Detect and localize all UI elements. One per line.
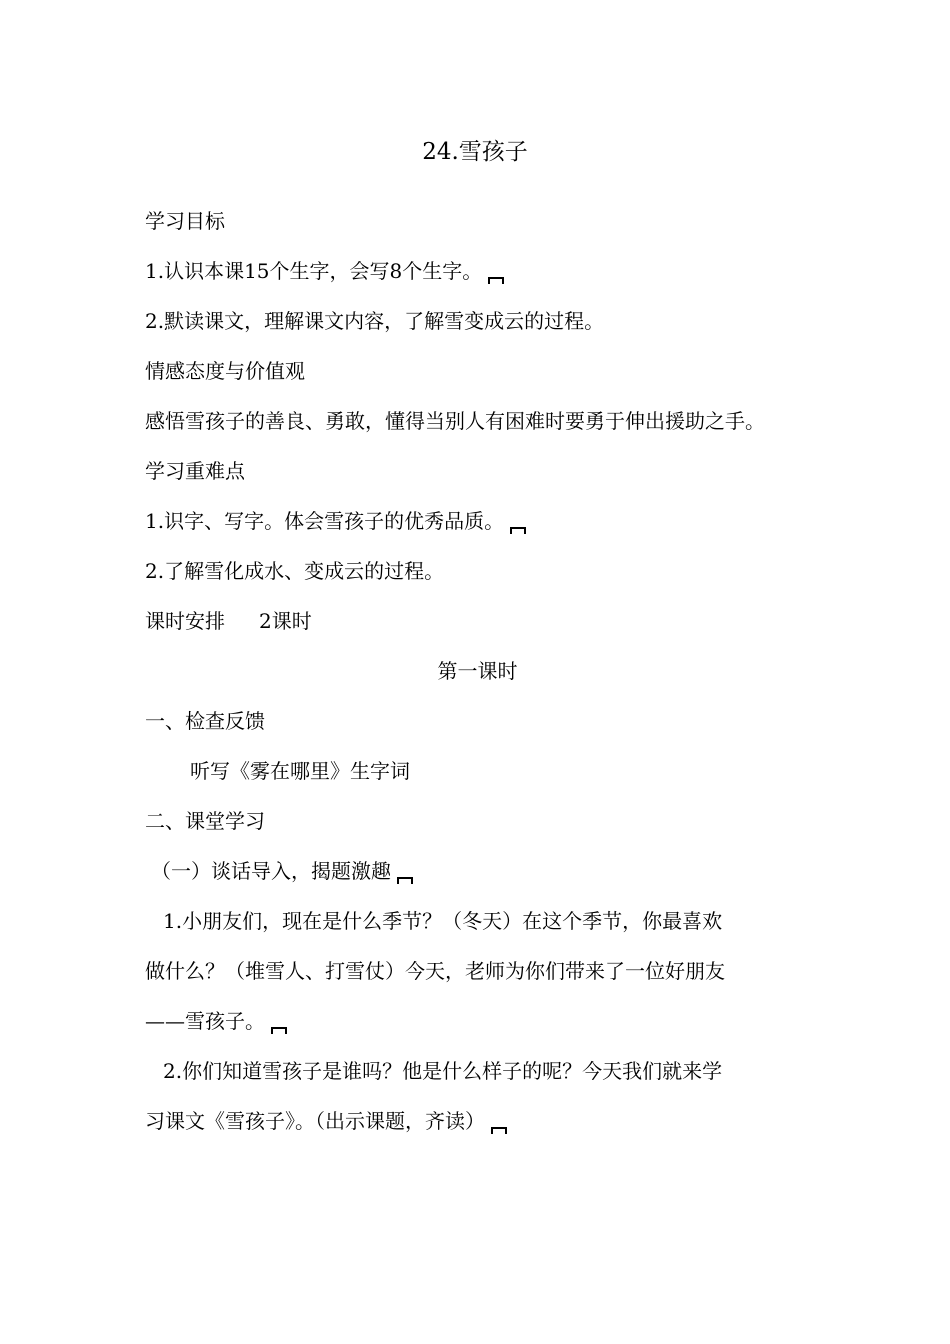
page-title: 24.雪孩子 bbox=[422, 139, 528, 165]
paragraph-line: 做什么？（堆雪人、打雪仗）今天，老师为你们带来了一位好朋友 bbox=[145, 959, 725, 983]
edit-mark-icon bbox=[397, 877, 413, 884]
edit-mark-icon bbox=[491, 1127, 507, 1134]
paragraph-line bbox=[145, 1096, 810, 1146]
objective-item: 2.默读课文，理解课文内容，了解雪变成云的过程。 bbox=[145, 309, 605, 333]
lesson-heading: 第一课时 bbox=[437, 659, 518, 683]
schedule-value: 2课时 bbox=[259, 609, 312, 633]
objectives-heading: 学习目标 bbox=[145, 209, 225, 233]
emotion-heading: 情感态度与价值观 bbox=[145, 359, 305, 383]
objective-text: 1.认识本课15个生字，会写8个生字。 bbox=[145, 259, 483, 283]
section-one-heading: 一、检查反馈 bbox=[145, 709, 265, 733]
key-points-heading: 学习重难点 bbox=[145, 459, 245, 483]
document-body bbox=[145, 196, 810, 1146]
paragraph-line: 1.小朋友们，现在是什么季节？（冬天）在这个季节，你最喜欢 bbox=[163, 909, 723, 933]
paragraph-line: 2.你们知道雪孩子是谁吗？他是什么样子的呢？今天我们就来学 bbox=[163, 1059, 723, 1083]
edit-mark-icon bbox=[510, 527, 526, 534]
schedule-label: 课时安排 bbox=[145, 609, 225, 633]
sub-heading-text: （一）谈话导入，揭题激趣 bbox=[151, 859, 391, 883]
key-point-item bbox=[145, 496, 810, 546]
paragraph-text: ——雪孩子。 bbox=[145, 1009, 265, 1033]
edit-mark-icon bbox=[488, 277, 504, 284]
key-point-item: 2.了解雪化成水、变成云的过程。 bbox=[145, 559, 445, 583]
paragraph-line bbox=[145, 996, 810, 1046]
paragraph-text: 习课文《雪孩子》。（出示课题，齐读） bbox=[145, 1109, 485, 1133]
edit-mark-icon bbox=[271, 1027, 287, 1034]
objective-item bbox=[145, 246, 810, 296]
emotion-text: 感悟雪孩子的善良、勇敢，懂得当别人有困难时要勇于伸出援助之手。 bbox=[145, 409, 765, 433]
sub-heading bbox=[145, 846, 810, 896]
section-two-heading: 二、课堂学习 bbox=[145, 809, 265, 833]
key-point-text: 1.识字、写字。体会雪孩子的优秀品质。 bbox=[145, 509, 505, 533]
section-one-text: 听写《雾在哪里》生字词 bbox=[190, 759, 410, 783]
schedule-row bbox=[145, 596, 810, 646]
